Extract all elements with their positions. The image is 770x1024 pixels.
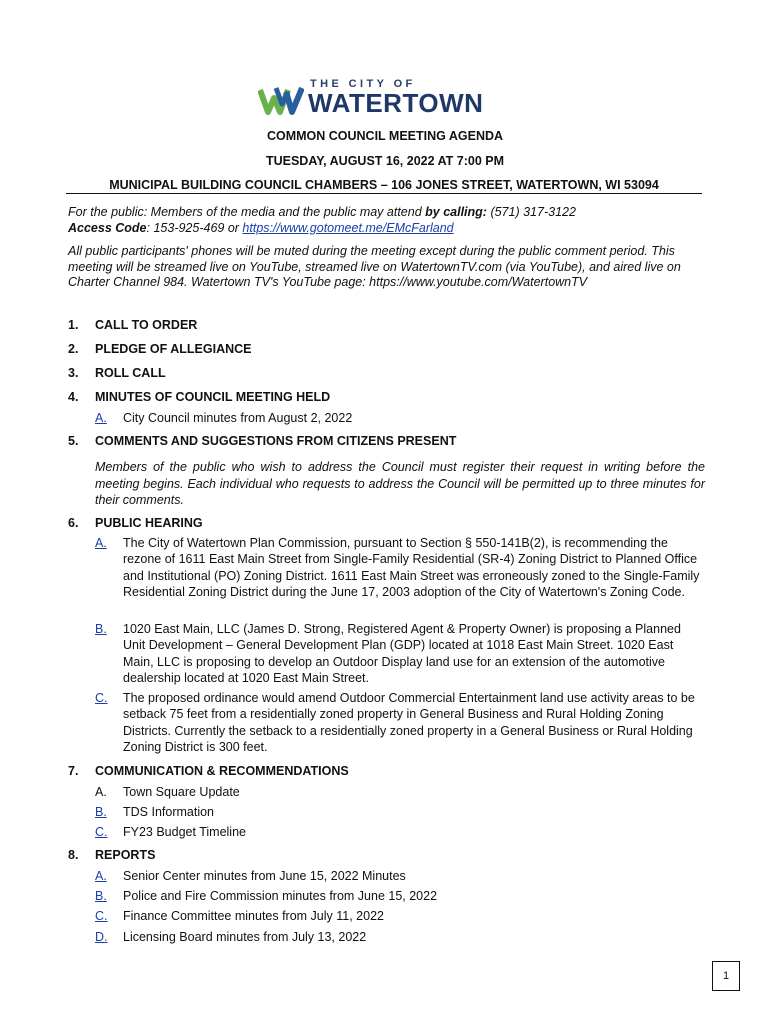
sub-item-text: TDS Information xyxy=(123,805,215,819)
meeting-location: MUNICIPAL BUILDING COUNCIL CHAMBERS – 106 JONES STREET, WATERTOWN, WI 53094 xyxy=(66,178,702,194)
communication-sub-c xyxy=(95,824,705,840)
item-title: COMMENTS AND SUGGESTIONS FROM CITIZENS PRESENT xyxy=(95,434,457,448)
sub-item-text: Police and Fire Commission minutes from June 15, 2022 xyxy=(123,889,438,903)
item-number: 3. xyxy=(68,366,79,380)
item-number: 4. xyxy=(68,390,79,404)
city-logo xyxy=(258,78,518,120)
item-number: 7. xyxy=(68,764,79,778)
communication-sub-a xyxy=(95,784,705,800)
watertown-logo-icon xyxy=(258,84,304,118)
attachment-link-d[interactable]: D. xyxy=(95,930,108,944)
agenda-title: COMMON COUNCIL MEETING AGENDA xyxy=(266,129,504,143)
item-title: PLEDGE OF ALLEGIANCE xyxy=(95,342,252,356)
item-number: 2. xyxy=(68,342,79,356)
sub-item-text: Town Square Update xyxy=(123,785,240,799)
hearing-sub-c xyxy=(95,690,705,755)
item-number: 6. xyxy=(68,516,79,530)
sub-item-text: Finance Committee minutes from July 11, 2022 xyxy=(123,909,384,923)
page-number: 1 xyxy=(712,961,740,991)
attachment-link-a[interactable]: A. xyxy=(95,536,107,550)
item-title: ROLL CALL xyxy=(95,366,166,380)
hearing-sub-b xyxy=(95,621,705,686)
report-sub-d xyxy=(95,929,705,945)
logo-big-text: WATERTOWN xyxy=(308,88,484,118)
minutes-sub-a xyxy=(95,410,705,426)
public-notice: All public participants' phones will be muted during the meeting except during the public comment period. This meeting will be streamed live on YouTube, streamed live on WatertownTV.com (via YouTube), and aired live on Charter Channel 984. Watertown TV's YouTube page: https://www.youtube.com/WatertownTV xyxy=(68,244,681,289)
report-sub-b xyxy=(95,888,705,904)
phone-number: (571) 317-3122 xyxy=(486,205,576,219)
public-access-info xyxy=(68,205,708,236)
item-title: MINUTES OF COUNCIL MEETING HELD xyxy=(95,390,331,404)
logo-small-text: THE CITY OF xyxy=(310,78,416,90)
sub-item-text: FY23 Budget Timeline xyxy=(123,825,246,839)
sub-item-text: Senior Center minutes from June 15, 2022 Minutes xyxy=(123,869,406,883)
item-title: PUBLIC HEARING xyxy=(95,516,203,530)
attachment-link-b[interactable]: B. xyxy=(95,622,107,636)
gotomeet-link[interactable]: https://www.gotomeet.me/EMcFarland xyxy=(242,220,454,235)
public-access-text: For the public: Members of the media and the public may attend xyxy=(68,205,426,219)
access-code-label: Access Code xyxy=(68,220,147,235)
attachment-link-a[interactable]: A. xyxy=(95,869,107,883)
hearing-sub-a xyxy=(95,535,705,600)
sub-item-text: 1020 East Main, LLC (James D. Strong, Registered Agent & Property Owner) is proposing a Planned Unit Development – General Development Plan (GDP) located at 1018 East Main Street. 1020 East Main, LLC is proposing to develop an Outdoor Display land use for an extension of the automotive dealership located at 1020 East Main Street. xyxy=(123,622,681,685)
item-title: COMMUNICATION & RECOMMENDATIONS xyxy=(95,764,349,778)
attachment-link-a[interactable]: A. xyxy=(95,411,107,425)
comments-note: Members of the public who wish to address the Council must register their request in writing before the meeting begins. Each individual who requests to address the Council will be permitted up to three minutes for their comments. xyxy=(95,460,705,507)
sub-item-text: Licensing Board minutes from July 13, 2022 xyxy=(123,930,367,944)
attachment-link-b[interactable]: B. xyxy=(95,805,107,819)
report-sub-a xyxy=(95,868,705,884)
sub-item-letter: A. xyxy=(95,785,107,799)
sub-item-text: City Council minutes from August 2, 2022 xyxy=(123,411,353,425)
attachment-link-b[interactable]: B. xyxy=(95,889,107,903)
item-number: 5. xyxy=(68,434,79,448)
report-sub-c xyxy=(95,908,705,924)
item-number: 8. xyxy=(68,848,79,862)
sub-item-text: The proposed ordinance would amend Outdoor Commercial Entertainment land use activity areas to be setback 75 feet from a residentially zoned property in General Business and Rural Holding Zoning Districts. Currently the setback to a residentially zoned property in a General Business or Rural Holding Zoning District is 300 feet. xyxy=(123,691,695,754)
sub-item-text: The City of Watertown Plan Commission, pursuant to Section § 550-141B(2), is recommending the rezone of 1611 East Main Street from Single-Family Residential (SR-4) Zoning District to Planned Office and Institutional (PO) Zoning District. 1611 East Main Street was erroneously zoned to the Single-Family Residential Zoning District during the June 17, 2003 adoption of the City of Watertown's Zoning Code. xyxy=(123,536,700,599)
meeting-date: TUESDAY, AUGUST 16, 2022 AT 7:00 PM xyxy=(265,154,505,168)
attachment-link-c[interactable]: C. xyxy=(95,909,108,923)
item-title: CALL TO ORDER xyxy=(95,318,198,332)
access-code-value: : 153-925-469 or xyxy=(146,220,243,235)
item-number: 1. xyxy=(68,318,79,332)
communication-sub-b xyxy=(95,804,705,820)
by-calling-label: by calling: xyxy=(425,205,487,219)
attachment-link-c[interactable]: C. xyxy=(95,691,108,705)
attachment-link-c[interactable]: C. xyxy=(95,825,108,839)
item-title: REPORTS xyxy=(95,848,156,862)
